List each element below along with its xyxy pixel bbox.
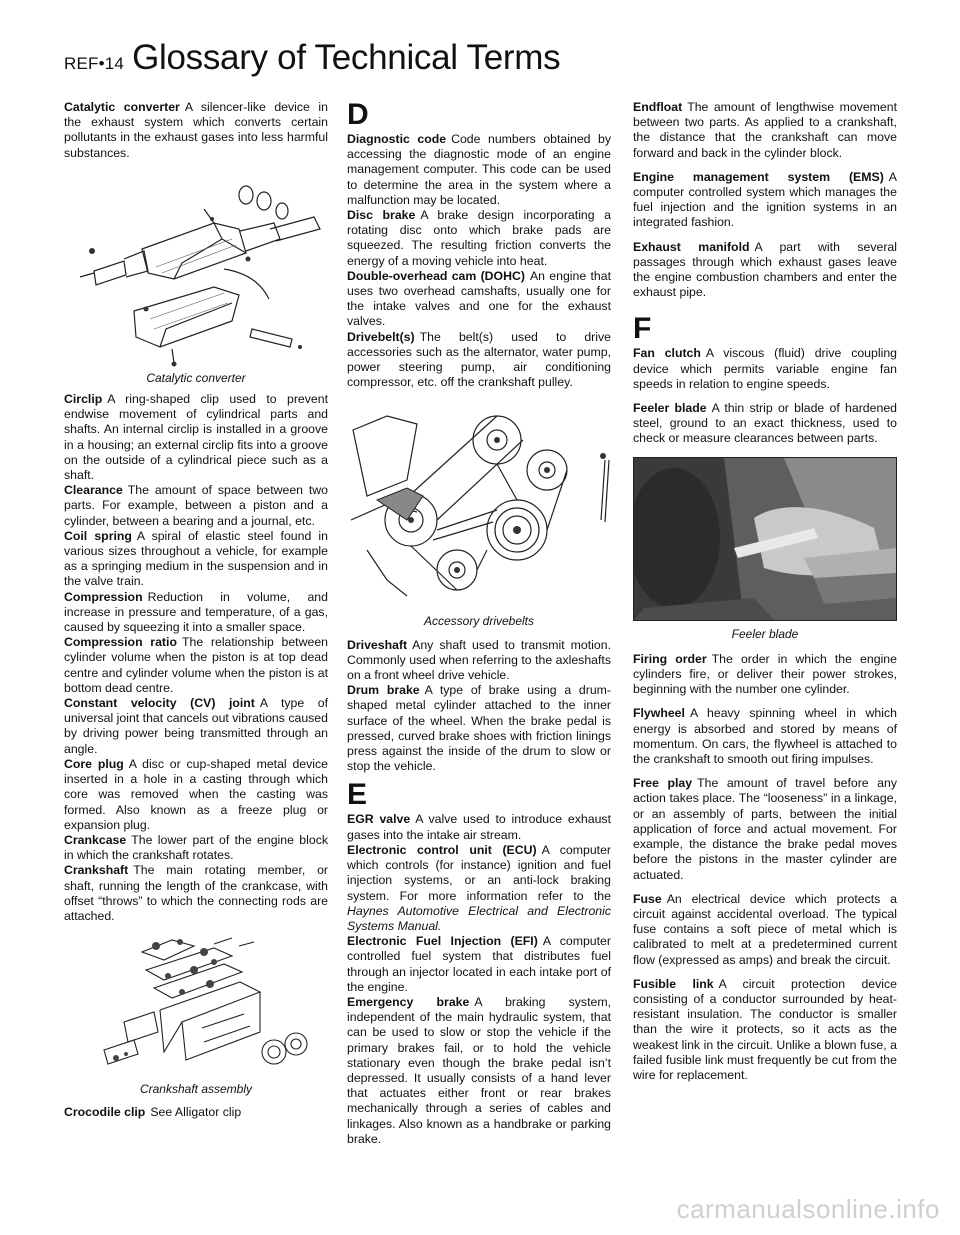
- figure-caption: Feeler blade: [731, 626, 799, 641]
- entry-drum-brake: [347, 683, 611, 774]
- term: Endfloat: [633, 100, 683, 114]
- entry-ecu: [347, 843, 611, 934]
- definition: A computer controlled system which manages the fuel injection and the ignition systems in an integrated fashion.: [633, 169, 897, 230]
- term: Coil spring: [64, 528, 132, 543]
- definition: A ring-shaped clip used to prevent endwise movement of cylindrical parts and shafts. An internal circlip is installed in a groove in a housing; an external circlip fits into a groove on the outside of a cylindrical piece such as a shaft.: [64, 392, 328, 483]
- entry-efi: [347, 934, 611, 995]
- definition: The belt(s) used to drive accessories such as the alternator, water pump, power steering pump, air conditioning compressor, etc. off the crankshaft pulley.: [347, 329, 611, 390]
- definition: The amount of lengthwise movement between two parts. As applied to a crankshaft, the distance that the crankshaft can move forward and back in the cylinder block.: [633, 100, 897, 160]
- definition: A braking system, independent of the main hydraulic system, that can be used to slow or stop the vehicle if the primary brakes fail, or to hold the vehicle stationary even though the brake pedal isn’t depressed. It usually consists of a hand lever that actuates either front or rear brakes mechanically through a series of cables and linkages. Also known as a handbrake or parking brake.: [347, 994, 611, 1146]
- definition: A computer which controls (for instance) ignition and fuel injection systems, or an anti-lock braking system. For more information refer to the: [347, 842, 612, 903]
- definition: A thin strip or blade of hardened steel, ground to an exact thickness, used to check or measure clearances between parts.: [633, 401, 897, 446]
- term: Catalytic converter: [64, 100, 180, 114]
- definition: See Alligator clip: [150, 1105, 242, 1120]
- section-letter-e: E: [347, 778, 368, 812]
- manual-reference: Haynes Automotive Electrical and Electronic Systems Manual.: [347, 903, 611, 933]
- definition: The main rotating member, or shaft, running the length of the crankcase, with offset “throws” to which the connecting rods are attached.: [64, 863, 328, 923]
- term: Crankshaft: [64, 863, 129, 878]
- definition: Reduction in volume, and increase in pressure and temperature, of a gas, caused by squeezing it into a smaller space.: [64, 589, 328, 635]
- entry-firing-order: [633, 652, 897, 698]
- watermark: carmanualsonline.info: [676, 1194, 940, 1224]
- term: Fan clutch: [633, 346, 701, 361]
- term: Compression ratio: [64, 635, 177, 650]
- entry-exhaust-manifold: [633, 240, 897, 301]
- entry-egr-valve: [347, 812, 611, 842]
- definition: An electrical device which protects a circuit against accidental overload. The typical fuse contains a soft piece of metal which is calibrated to melt at a predetermined current flow (expressed as amps) and break the circuit.: [633, 891, 897, 967]
- term: Free play: [633, 776, 693, 791]
- definition: The amount of space between two parts. For example, between a piston and a cylinder, between a bearing and a journal, etc.: [64, 483, 328, 528]
- term: Firing order: [633, 651, 707, 666]
- entry-dohc: [347, 269, 611, 330]
- definition: A heavy spinning wheel in which energy is absorbed and stored by means of momentum. On cars, the flywheel is attached to the crankshaft to smooth out firing impulses.: [633, 706, 897, 767]
- entry-compression-ratio: [64, 635, 328, 696]
- entry-feeler-blade: [633, 401, 897, 447]
- definition: Any shaft used to transmit motion. Commonly used when referring to the axleshafts on a front wheel drive vehicle.: [347, 637, 611, 683]
- term: Driveshaft: [347, 637, 408, 652]
- definition: The amount of travel before any action takes place. The “looseness” in a linkage, or an assembly of parts, between the initial application of force and actual movement. For example, the distance the brake pedal moves before the pistons in the master cylinder are actuated.: [633, 776, 898, 882]
- feeler-blade-photo: [633, 457, 897, 621]
- crankshaft-assembly-illustration: [64, 932, 328, 1080]
- entry-coil-spring: [64, 529, 328, 590]
- page-title: Glossary of Technical Terms: [132, 38, 561, 77]
- entry-crankshaft: [64, 863, 328, 924]
- term: Electronic control unit (ECU): [347, 842, 537, 857]
- entry-core-plug: [64, 757, 328, 833]
- definition: The lower part of the engine block in which the crankshaft rotates.: [64, 832, 328, 863]
- term: Circlip: [64, 392, 103, 407]
- column-1: [64, 100, 328, 1121]
- term: Disc brake: [347, 208, 416, 223]
- entry-emergency-brake: [347, 995, 611, 1147]
- entry-drivebelts: [347, 330, 611, 391]
- entry-crankcase: [64, 833, 328, 863]
- definition: A computer controlled fuel system that distributes fuel through an injector located in each intake port of the engine.: [347, 934, 611, 994]
- definition: Code numbers obtained by accessing the diagnostic mode of an engine management computer. This code can be used to determine the area in the system where a malfunction may be located.: [347, 132, 611, 207]
- term: EGR valve: [347, 812, 411, 827]
- definition: A type of universal joint that cancels out vibrations caused by driving power being transmitted through an angle.: [64, 696, 328, 756]
- entry-flywheel: [633, 706, 897, 767]
- term: Clearance: [64, 483, 123, 498]
- accessory-drivebelts-illustration: [347, 400, 611, 612]
- definition: A brake design incorporating a rotating disc onto which brake pads are squeezed. The resulting friction converts the energy of a moving vehicle into heat.: [347, 208, 611, 268]
- entry-fusible-link: [633, 977, 897, 1083]
- definition: A silencer-like device in the exhaust system which converts certain pollutants in the exhaust gases into less harmful substances.: [64, 100, 328, 160]
- entry-driveshaft: [347, 638, 611, 684]
- definition: A spiral of elastic steel found in various sizes throughout a vehicle, for example as a springing medium in the suspension and in the valve train.: [64, 528, 328, 589]
- definition: The relationship between cylinder volume when the piston is at top dead centre and cylinder volume when the piston is at bottom dead centre.: [64, 635, 328, 695]
- term: Drum brake: [347, 683, 420, 698]
- entry-cv-joint: [64, 696, 328, 757]
- definition: A viscous (fluid) drive coupling device which permits variable engine fan speeds in relation to engine speeds.: [633, 346, 897, 391]
- page-reference: REF•14: [64, 54, 125, 73]
- column-3: [633, 100, 897, 1083]
- term: Engine management system (EMS): [633, 169, 884, 184]
- page-header: [64, 38, 560, 78]
- definition: The order in which the engine cylinders fire, or deliver their power strokes, beginning with the number one cylinder.: [633, 651, 897, 697]
- entry-fan-clutch: [633, 346, 897, 392]
- figure-caption: Crankshaft assembly: [139, 1082, 253, 1097]
- term: Emergency brake: [347, 994, 470, 1009]
- entry-catalytic-converter: [64, 100, 328, 161]
- term: Feeler blade: [633, 401, 707, 416]
- figure-caption: Catalytic converter: [146, 370, 246, 385]
- term: Electronic Fuel Injection (EFI): [347, 934, 538, 949]
- term: Flywheel: [633, 706, 685, 721]
- entry-clearance: [64, 483, 328, 529]
- figure-feeler-blade: [633, 457, 897, 642]
- definition: A valve used to introduce exhaust gases into the intake air stream.: [347, 812, 611, 842]
- definition: An engine that uses two overhead camshafts, usually one for the intake valves and one for the exhaust valves.: [347, 268, 611, 329]
- term: Core plug: [64, 756, 124, 771]
- term: Fusible link: [633, 976, 714, 991]
- entry-circlip: [64, 392, 328, 483]
- figure-caption: Accessory drivebelts: [423, 614, 535, 629]
- definition: A disc or cup-shaped metal device inserted in a hole in a casting through which core was removed when the casting was formed. Also known as a freeze plug or expansion plug.: [64, 756, 328, 832]
- term: Constant velocity (CV) joint: [64, 696, 255, 711]
- entry-disc-brake: [347, 208, 611, 269]
- term: Compression: [64, 589, 143, 604]
- term: Crankcase: [64, 832, 127, 847]
- entry-free-play: [633, 776, 897, 882]
- entry-crocodile-clip: [64, 1105, 328, 1120]
- entry-compression: [64, 590, 328, 636]
- entry-diagnostic-code: [347, 132, 611, 208]
- column-2: [347, 100, 611, 1147]
- term: Crocodile clip: [64, 1105, 146, 1120]
- definition: A part with several passages through which exhaust gases leave the engine combustion chambers and enter the exhaust pipe.: [633, 239, 897, 300]
- entry-fuse: [633, 892, 897, 968]
- entry-endfloat: [633, 100, 897, 161]
- term: Diagnostic code: [347, 132, 447, 146]
- definition: A circuit protection device consisting of a conductor surrounded by heat-resistant insulation. The conductor is smaller than the wire it protects, so it acts as the weakest link in the circuit. Unlike a blown fuse, a failed fusible link must frequently be cut from the wire for replacement.: [633, 976, 897, 1082]
- figure-catalytic-converter: [64, 179, 328, 386]
- term: Exhaust manifold: [633, 239, 750, 254]
- section-letter-d: D: [347, 98, 369, 131]
- figure-crankshaft-assembly: [64, 932, 328, 1097]
- term: Double-overhead cam (DOHC): [347, 268, 525, 283]
- definition: A type of brake using a drum-shaped metal cylinder attached to the inner surface of the wheel. When the brake pedal is pressed, curved brake shoes with friction linings press against the inside of the drum to slow or stop the vehicle.: [347, 683, 611, 774]
- entry-ems: [633, 170, 897, 231]
- figure-accessory-drivebelts: [347, 400, 611, 629]
- section-letter-f: F: [633, 312, 652, 346]
- term: Fuse: [633, 891, 662, 906]
- catalytic-converter-illustration: [64, 179, 328, 369]
- term: Drivebelt(s): [347, 329, 415, 344]
